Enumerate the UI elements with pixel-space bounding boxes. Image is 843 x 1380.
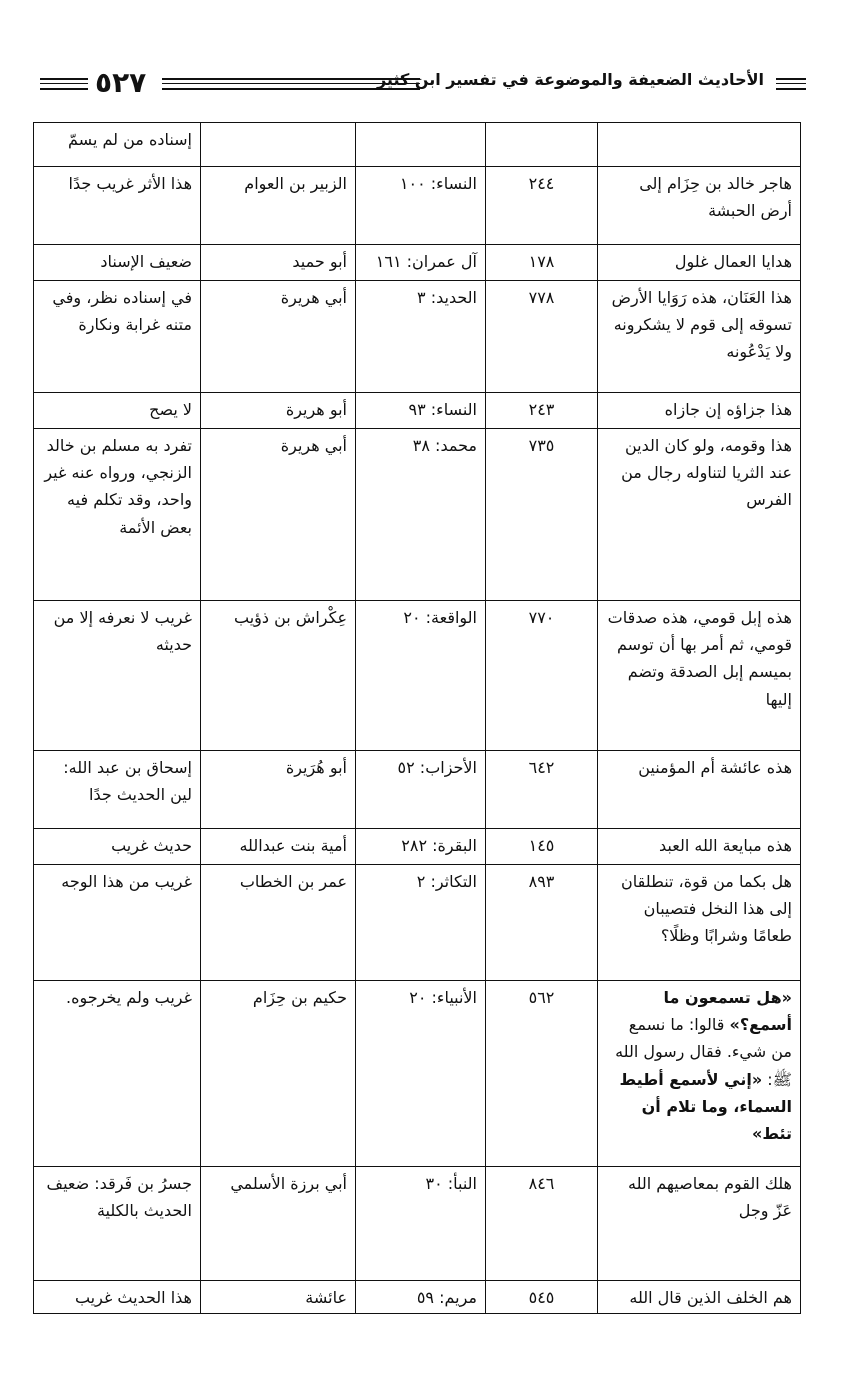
hadith-quote-bold: «هل تسمعون ما أسمع؟» [663,988,792,1035]
grading-cell: غريب من هذا الوجه [34,865,201,981]
running-title: الأحاديث الضعيفة والموضوعة في تفسير ابن كثير [376,70,764,89]
narrator-cell: عِكْراش بن ذؤيب [201,601,356,751]
grading-cell: لا يصح [34,393,201,429]
table-row [34,1167,801,1281]
table-row [34,829,801,865]
grading-cell: هذا الحديث غريب [34,1281,201,1314]
hadith-number-cell: ٧٣٥ [486,429,598,601]
ayah-reference-cell: الأنبياء: ٢٠ [356,981,486,1167]
hadith-text-cell: هل بكما من قوة، تنطلقان إلى هذا النخل فتصيبان طعامًا وشرابًا وظلًا؟ [598,865,801,981]
hadith-text-cell: هذا جزاؤه إن جازاه [598,393,801,429]
narrator-cell: أبي هريرة [201,281,356,393]
hadith-text-cell [598,981,801,1167]
table-row [34,281,801,393]
hadith-text-cell: هاجر خالد بن حِزَام إلى أرض الحبشة [598,167,801,245]
hadith-number-cell: ٨٤٦ [486,1167,598,1281]
narrator-cell: أبو هُرَيرة [201,751,356,829]
grading-cell: إسحاق بن عبد الله: لين الحديث جدًا [34,751,201,829]
ayah-reference-cell: التكاثر: ٢ [356,865,486,981]
grading-cell: حديث غريب [34,829,201,865]
grading-cell: غريب ولم يخرجوه. [34,981,201,1167]
ayah-reference-cell: آل عمران: ١٦١ [356,245,486,281]
ayah-reference-cell: مريم: ٥٩ [356,1281,486,1314]
grading-cell: جسرُ بن فَرقد: ضعيف الحديث بالكلية [34,1167,201,1281]
table-row [34,601,801,751]
hadith-text-cell: هلك القوم بمعاصيهم الله عَزّ وجل [598,1167,801,1281]
table-row [34,245,801,281]
narrator-cell [201,123,356,167]
narrator-cell: أبو هريرة [201,393,356,429]
table-row [34,865,801,981]
ayah-reference-cell: الحديد: ٣ [356,281,486,393]
page-header [40,68,806,108]
hadith-number-cell: ٥٦٢ [486,981,598,1167]
hadith-text-cell: هذا وقومه، ولو كان الدين عند الثريا لتناوله رجال من الفرس [598,429,801,601]
hadith-index-table [33,122,801,1314]
narrator-cell: أبو حميد [201,245,356,281]
header-rule-left [40,78,88,90]
grading-cell: تفرد به مسلم بن خالد الزنجي، ورواه عنه غير واحد، وقد تكلم فيه بعض الأئمة [34,429,201,601]
hadith-number-cell: ٨٩٣ [486,865,598,981]
hadith-text-cell: هذه مبايعة الله العبد [598,829,801,865]
hadith-number-cell: ٢٤٤ [486,167,598,245]
hadith-number-cell: ٢٤٣ [486,393,598,429]
grading-cell: ضعيف الإسناد [34,245,201,281]
hadith-number-cell: ١٤٥ [486,829,598,865]
hadith-number-cell [486,123,598,167]
ayah-reference-cell: الواقعة: ٢٠ [356,601,486,751]
hadith-number-cell: ٧٧٨ [486,281,598,393]
ayah-reference-cell: النساء: ٩٣ [356,393,486,429]
narrator-cell: حكيم بن حِزَام [201,981,356,1167]
hadith-number-cell: ٧٧٠ [486,601,598,751]
narrator-cell: أبي هريرة [201,429,356,601]
hadith-text-cell: هذا العَنَان، هذه رَوَايا الأرض تسوقه إلى قوم لا يشكرونه ولا يَدْعُونه [598,281,801,393]
page-number: ٥٢٧ [95,66,147,99]
ayah-reference-cell: النساء: ١٠٠ [356,167,486,245]
grading-cell: في إسناده نظر، وفي متنه غرابة ونكارة [34,281,201,393]
hadith-text-cell: هم الخلف الذين قال الله [598,1281,801,1314]
hadith-quote-bold: «إني لأسمع أطيط السماء، وما تلام أن تئط» [619,1069,792,1143]
header-rule-right [776,78,806,90]
grading-cell: غريب لا نعرفه إلا من حديثه [34,601,201,751]
ayah-reference-cell: محمد: ٣٨ [356,429,486,601]
hadith-text-cell: هدايا العمال غلول [598,245,801,281]
ayah-reference-cell: الأحزاب: ٥٢ [356,751,486,829]
hadith-number-cell: ٥٤٥ [486,1281,598,1314]
grading-cell: هذا الأثر غريب جدًا [34,167,201,245]
hadith-text-cell: هذه عائشة أم المؤمنين [598,751,801,829]
hadith-text-cell [598,123,801,167]
hadith-number-cell: ٦٤٢ [486,751,598,829]
table-row [34,429,801,601]
hadith-number-cell: ١٧٨ [486,245,598,281]
table-row [34,1281,801,1314]
ayah-reference-cell: النبأ: ٣٠ [356,1167,486,1281]
narrator-cell: أبي برزة الأسلمي [201,1167,356,1281]
grading-cell: إسناده من لم يسمّ [34,123,201,167]
table-row [34,393,801,429]
narrator-cell: الزبير بن العوام [201,167,356,245]
hadith-quote-plain: قالوا: ما نسمع من شيء. فقال رسول الله ﷺ: [615,1015,792,1089]
narrator-cell: عائشة [201,1281,356,1314]
ayah-reference-cell [356,123,486,167]
table-row [34,167,801,245]
hadith-text-cell: هذه إبل قومي، هذه صدقات قومي، ثم أمر بها أن توسم بميسم إبل الصدقة وتضم إليها [598,601,801,751]
table-row [34,751,801,829]
table-row [34,981,801,1167]
narrator-cell: عمر بن الخطاب [201,865,356,981]
narrator-cell: أمية بنت عبدالله [201,829,356,865]
table-row [34,123,801,167]
ayah-reference-cell: البقرة: ٢٨٢ [356,829,486,865]
